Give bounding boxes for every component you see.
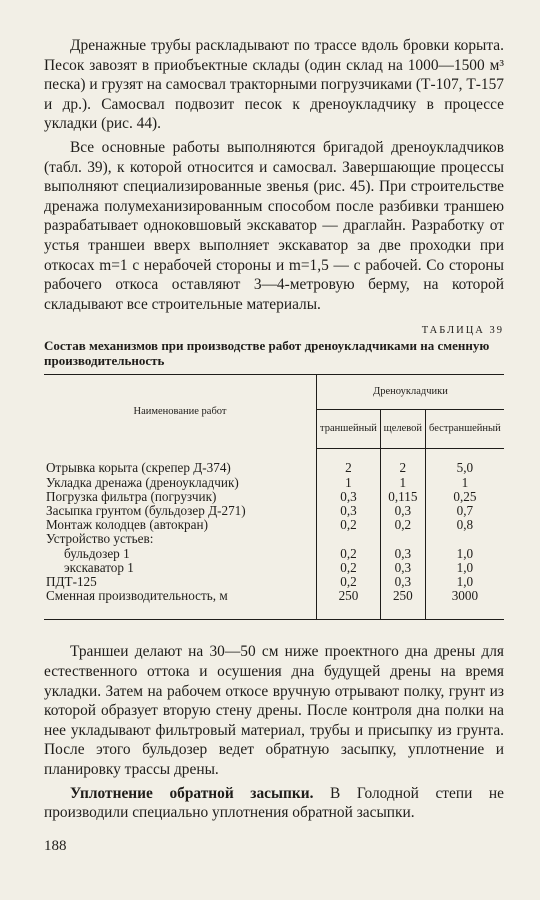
cell-trench: 0,2	[317, 561, 381, 575]
row-name: Сменная производительность, м	[46, 588, 228, 604]
row-name: Монтаж колодцев (автокран)	[46, 517, 208, 533]
row-name: экскаватор 1	[64, 559, 134, 575]
cell-trench: 2	[317, 449, 381, 476]
cell-slot: 2	[380, 449, 425, 476]
column-header-work-name: Наименование работ	[44, 375, 317, 449]
cell-trenchless: 5,0	[425, 449, 504, 476]
cell-trenchless: 1,0	[425, 575, 504, 589]
cell-trenchless: 1,0	[425, 561, 504, 575]
cell-slot: 1	[380, 476, 425, 490]
mechanisms-table	[44, 374, 504, 620]
cell-trench	[317, 532, 381, 546]
page-number: 188	[44, 838, 67, 854]
cell-trench: 0,2	[317, 575, 381, 589]
cell-trench: 1	[317, 476, 381, 490]
paragraph-drainage-pipes: Дренажные трубы раскладывают по трассе вдоль бровки корыта. Песок завозят в приобъектные склады (один склад на 1000—1500 м³ песка) и грузят на самосвал тракторными погрузчиками (Т-107, Т-157 и др.). Самосвал подвозит песок к дреноукладчику в процессе укладки (рис. 44).	[44, 37, 504, 133]
cell-slot: 0,3	[380, 547, 425, 561]
table-row	[44, 490, 504, 504]
column-header-trench: траншейный	[317, 410, 381, 449]
backfill-heading: Уплотнение обратной засыпки.	[70, 784, 314, 802]
table-row	[44, 589, 504, 620]
cell-slot: 0,3	[380, 504, 425, 518]
paragraph-main-works: Все основные работы выполняются бригадой дреноукладчиков (табл. 39), к которой относится и самосвал. Завершающие процессы выполняют специализированные звенья (рис. 45). При строительстве дренажа полумеханизированным способом после разбивки траншею разрабатывает одноковшовый экскаватор — драглайн. Разработку от устья траншеи вверх выполняет экскаватор за две проходки при откосах m=1 с нерабочей стороны и m=1,5 — с рабочей. Со стороны рабочего откоса оставляют 3—4-метровую берму, на которой складывают все строительные материалы.	[44, 138, 504, 313]
cell-trenchless: 0,7	[425, 504, 504, 518]
table-header-row	[44, 375, 504, 410]
table-row	[44, 561, 504, 575]
cell-trench: 250	[317, 589, 381, 620]
row-name: Засыпка грунтом (бульдозер Д-271)	[46, 502, 246, 518]
table-row	[44, 532, 504, 546]
cell-trenchless	[425, 532, 504, 546]
cell-slot: 0,3	[380, 561, 425, 575]
cell-trench: 0,2	[317, 547, 381, 561]
table-row	[44, 476, 504, 490]
cell-trench: 0,3	[317, 504, 381, 518]
row-name: Погрузка фильтра (погрузчик)	[46, 488, 217, 504]
cell-slot: 250	[380, 589, 425, 620]
cell-trenchless: 1	[425, 476, 504, 490]
cell-trenchless: 0,8	[425, 518, 504, 532]
paragraph-backfill	[44, 784, 504, 823]
table-row	[44, 547, 504, 561]
cell-slot	[380, 532, 425, 546]
row-name: ПДТ-125	[46, 573, 97, 589]
paragraph-trenches: Траншеи делают на 30—50 см ниже проектного дна дрены для естественного оттока и осушения дна будущей дрены на время укладки. Затем на рабочем откосе вручную отрывают полку, грунт из которой образует вторую стену дрены. После контроля дна полки на нее укладывают фильтровый материал, трубы и присыпку из грунта. После этого бульдозер ведет обратную засыпку, уплотнение и планировку трассы дрены.	[44, 643, 504, 778]
table-title: Состав механизмов при производстве работ дреноукладчиками на сменную производительность	[44, 338, 490, 369]
table-row	[44, 575, 504, 589]
cell-trenchless: 3000	[425, 589, 504, 620]
backfill-text: В Голодной степи не производили специально уплотнения обратной засыпки.	[44, 784, 504, 822]
table-label: ТАБЛИЦА 39	[421, 325, 504, 337]
cell-slot: 0,115	[380, 490, 425, 504]
cell-trench: 0,3	[317, 490, 381, 504]
cell-slot: 0,2	[380, 518, 425, 532]
cell-trenchless: 1,0	[425, 547, 504, 561]
table-row	[44, 518, 504, 532]
cell-trenchless: 0,25	[425, 490, 504, 504]
table-row	[44, 504, 504, 518]
cell-trench: 0,2	[317, 518, 381, 532]
column-header-trenchless: бестраншейный	[425, 410, 504, 449]
column-header-drainers: Дреноукладчики	[317, 375, 505, 410]
row-name: бульдозер 1	[64, 545, 130, 561]
column-header-slot: щелевой	[380, 410, 425, 449]
table-row	[44, 449, 504, 476]
row-name: Устройство устьев:	[46, 531, 154, 547]
cell-slot: 0,3	[380, 575, 425, 589]
row-name: Отрывка корыта (скрепер Д-374)	[46, 460, 231, 476]
row-name: Укладка дренажа (дреноукладчик)	[46, 474, 239, 490]
